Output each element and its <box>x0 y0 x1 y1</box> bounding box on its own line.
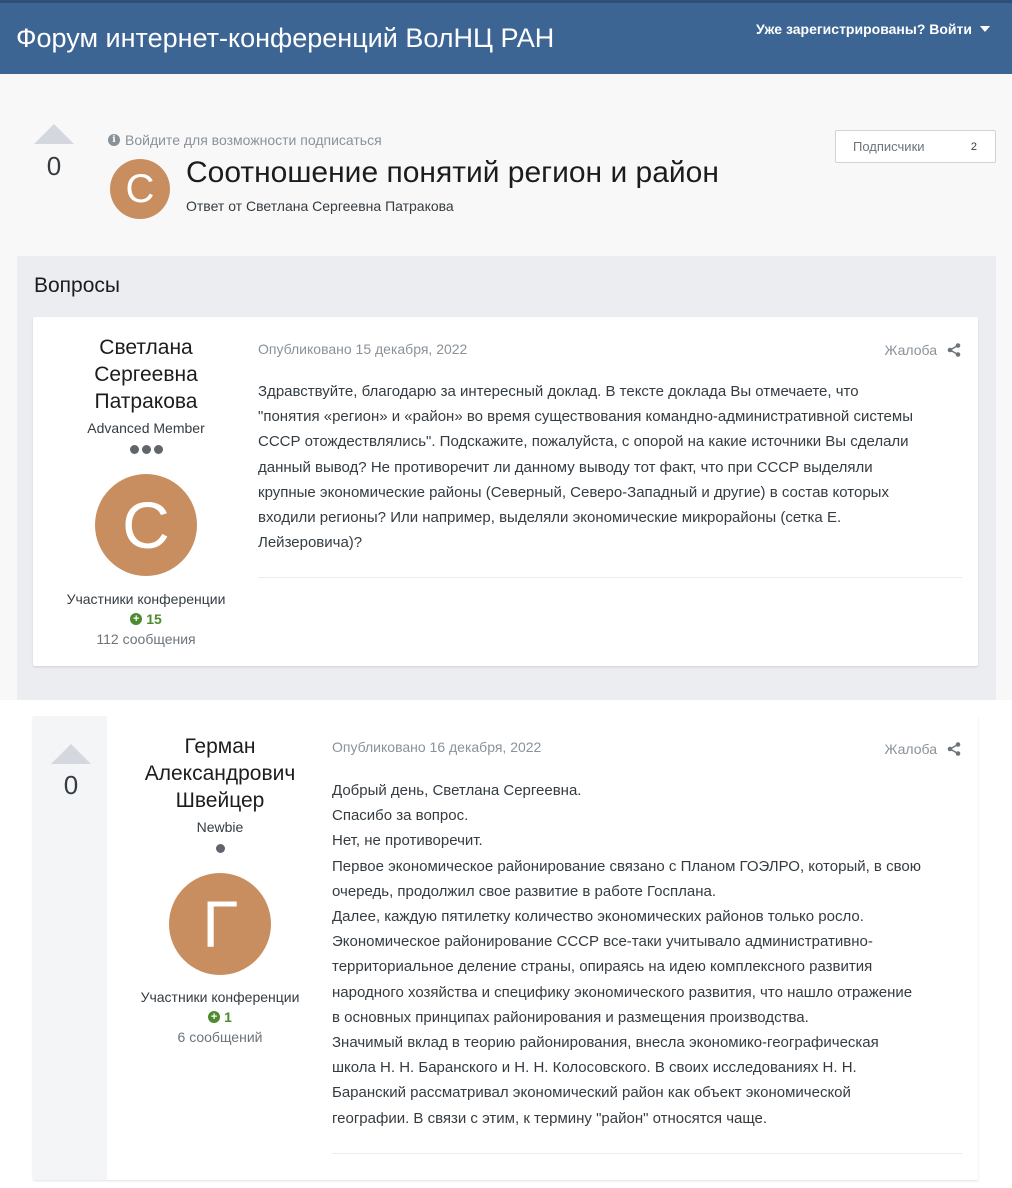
post-line: данный вывод? Не противоречит ли данному выводу тот факт, что при СССР выделяли <box>258 458 873 476</box>
plus-circle-icon: + <box>130 613 142 625</box>
author-role: Advanced Member <box>87 420 205 436</box>
info-circle-icon: i <box>108 134 120 146</box>
post-line: Здравствуйте, благодарю за интересный доклад. В тексте доклада Вы отмечаете, что <box>258 383 859 400</box>
topic-vote-up-icon[interactable] <box>34 124 74 144</box>
author-name[interactable] <box>33 334 259 415</box>
post-line: Лейзеровича)? <box>258 534 363 552</box>
report-label[interactable]: Жалоба <box>884 342 937 358</box>
author-name-line[interactable]: Швейцер <box>175 789 265 812</box>
post-line: Экономическое районирование СССР все-таки учитывало административно- <box>332 933 873 951</box>
post-line: школа Н. Н. Баранского и Н. Н. Колосовского. В своих исследованиях Н. Н. <box>332 1059 857 1077</box>
signin-menu[interactable] <box>756 21 990 37</box>
post-line: Спасибо за вопрос. <box>332 807 469 825</box>
post-line: СССР отождествлялись". Подскажите, пожалуйста, с опорой на какие источники Вы сделали <box>258 433 909 451</box>
post-date[interactable]: Опубликовано 15 декабря, 2022 <box>258 341 468 357</box>
reputation-badge <box>33 611 259 627</box>
subscribers-count: 2 <box>970 140 977 153</box>
post-line: Добрый день, Светлана Сергеевна. <box>332 782 582 799</box>
post-card <box>33 317 978 666</box>
post-card <box>33 716 978 1180</box>
rank-dots <box>107 844 333 853</box>
post-line: "понятия «регион» и «район» во время существования командно-административной системы <box>258 408 913 426</box>
post-line: Баранский рассматривал экономический район как объект экономической <box>332 1084 851 1102</box>
rank-dot <box>154 445 163 454</box>
author-name[interactable] <box>107 733 333 814</box>
reputation-value: 15 <box>146 611 162 627</box>
site-title[interactable]: Форум интернет-конференций ВолНЦ РАН <box>16 23 555 53</box>
post-line: географии. В связи с этим, к термину "район" относятся чаще. <box>332 1109 768 1127</box>
post-line: крупные экономические районы (Северный, Северо-Западный и другие) в состав которых <box>258 483 889 501</box>
reputation-badge <box>107 1009 333 1025</box>
share-icon[interactable] <box>947 343 961 357</box>
post-date[interactable]: Опубликовано 16 декабря, 2022 <box>332 739 542 755</box>
post-line: Нет, не противоречит. <box>332 832 483 850</box>
follow-hint-text[interactable]: Войдите для возможности подписаться <box>125 132 382 148</box>
author-posts-count[interactable]: 6 сообщений <box>177 1029 263 1045</box>
post-divider <box>258 577 962 578</box>
post-body <box>332 778 972 1131</box>
post-line: входили регионы? Или например, выделяли экономические микрорайоны (сетка Е. <box>258 509 842 527</box>
author-name-line[interactable]: Патракова <box>94 390 198 413</box>
post-line: Первое экономическое районирование связано с Планом ГОЭЛРО, который, в свою <box>332 857 921 875</box>
share-icon[interactable] <box>947 742 961 756</box>
topic-author-avatar[interactable]: С <box>110 159 170 219</box>
follow-hint[interactable] <box>108 132 382 148</box>
topic-subtitle: Ответ от Светлана Сергеевна Патракова <box>186 198 454 214</box>
signin-label[interactable]: Уже зарегистрированы? Войти <box>756 21 972 37</box>
reputation-value: 1 <box>224 1009 232 1025</box>
topic-vote-count: 0 <box>46 151 62 181</box>
author-avatar[interactable]: С <box>95 474 197 576</box>
section-title: Вопросы <box>34 274 121 297</box>
caret-down-icon[interactable] <box>980 26 990 32</box>
post-body <box>258 379 966 555</box>
author-name-line[interactable]: Герман <box>184 735 256 758</box>
rank-dot <box>130 445 139 454</box>
post-line: Значимый вклад в теорию районирования, внесла экономико-географическая <box>332 1034 879 1052</box>
post-line: Далее, каждую пятилетку количество экономических районов только росло. <box>332 908 864 926</box>
author-name-line[interactable]: Светлана <box>99 336 193 359</box>
author-avatar[interactable]: Г <box>169 873 271 975</box>
rank-dot <box>216 844 225 853</box>
subscribers-label: Подписчики <box>853 139 925 154</box>
report-button[interactable] <box>885 342 961 358</box>
site-header <box>0 0 1012 74</box>
author-group: Участники конференции <box>66 591 226 607</box>
report-label[interactable]: Жалоба <box>884 741 937 757</box>
post-divider <box>332 1153 962 1154</box>
author-posts-count[interactable]: 112 сообщения <box>96 631 196 647</box>
post-vote-up-icon[interactable] <box>51 744 91 764</box>
rank-dots <box>33 445 259 454</box>
post-line: народного хозяйства и специфику экономического развития, что нашло отражение <box>332 983 913 1001</box>
author-name-line[interactable]: Сергеевна <box>94 363 198 386</box>
plus-circle-icon: + <box>208 1011 220 1023</box>
author-group: Участники конференции <box>140 989 300 1005</box>
subscribers-button[interactable] <box>835 130 996 163</box>
post-line: очередь, продолжил свое развитие в работе Госплана. <box>332 882 717 900</box>
post-line: территориальное деление страны, опираясь на идею комплексного развития <box>332 958 873 976</box>
author-role: Newbie <box>196 819 244 835</box>
author-name-line[interactable]: Александрович <box>144 762 296 785</box>
topic-title: Соотношение понятий регион и район <box>186 156 719 189</box>
rank-dot <box>142 445 151 454</box>
report-button[interactable] <box>885 741 961 757</box>
post-line: в основных принципах районирования и размещения производства. <box>332 1008 809 1026</box>
post-vote-count: 0 <box>63 770 79 800</box>
